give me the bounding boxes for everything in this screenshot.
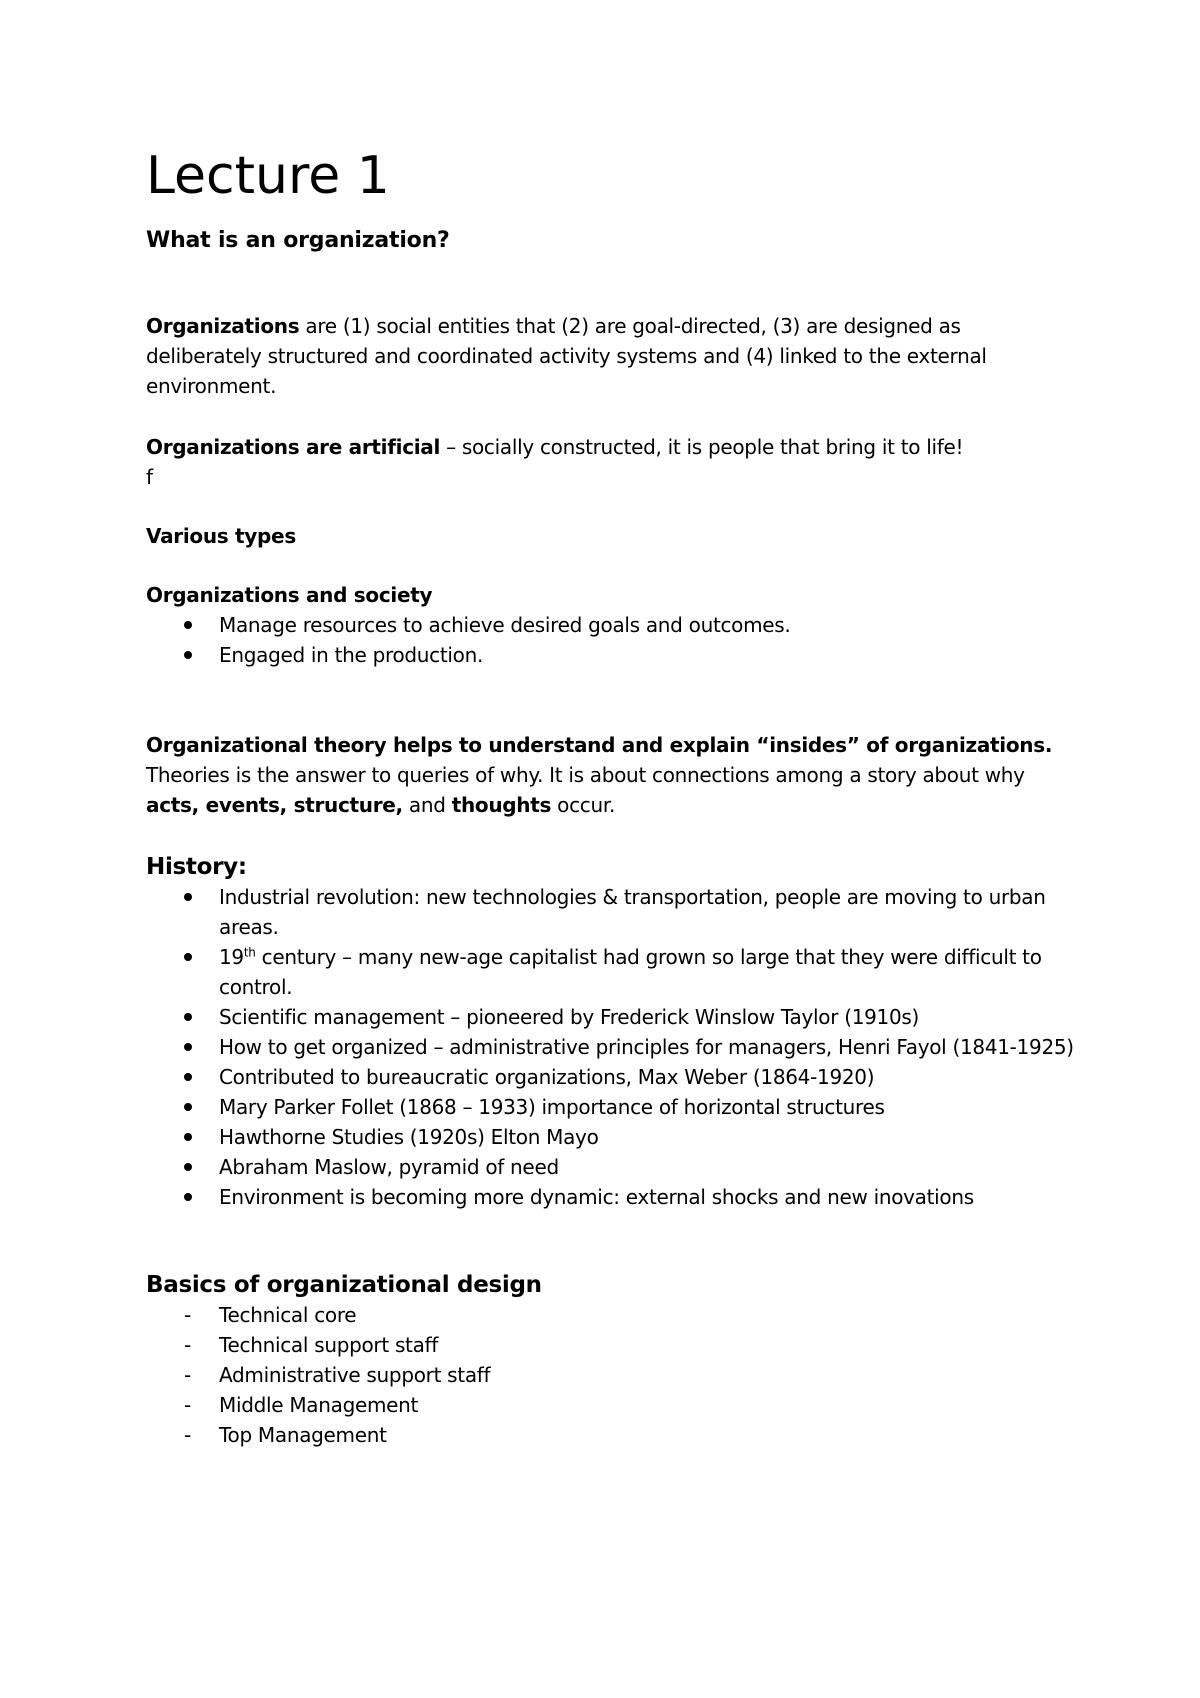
theory-bold-acts: acts, events, structure, <box>146 793 403 817</box>
page-title: Lecture 1 <box>146 146 390 206</box>
artificial-text: – socially constructed, it is people that bring it to life! <box>440 435 964 459</box>
list-item: Engaged in the production. <box>146 640 1076 670</box>
theory-occur: occur. <box>551 793 616 817</box>
list-item: Environment is becoming more dynamic: external shocks and new inovations <box>146 1182 1076 1212</box>
theory-bold-thoughts: thoughts <box>451 793 552 817</box>
stray-letter: f <box>146 465 153 489</box>
definition-bold: Organizations <box>146 314 300 338</box>
theory-paragraph <box>146 730 1076 820</box>
item2-number: 19 <box>219 945 244 969</box>
history-list <box>146 882 1076 1212</box>
artificial-paragraph <box>146 432 1076 492</box>
list-item <box>146 942 1076 1002</box>
list-item: Mary Parker Follet (1868 – 1933) importance of horizontal structures <box>146 1092 1076 1122</box>
list-item: - Technical support staff <box>146 1330 1076 1360</box>
society-section <box>146 580 1076 670</box>
design-heading: Basics of organizational design <box>146 1272 542 1298</box>
what-is-heading: What is an organization? <box>146 228 450 253</box>
list-item: Hawthorne Studies (1920s) Elton Mayo <box>146 1122 1076 1152</box>
item2-superscript: th <box>243 945 256 960</box>
list-item: - Technical core <box>146 1300 1076 1330</box>
artificial-bold: Organizations are artificial <box>146 435 441 459</box>
society-list <box>146 610 1076 670</box>
list-item: - Administrative support staff <box>146 1360 1076 1390</box>
list-item: Manage resources to achieve desired goals and outcomes. <box>146 610 1076 640</box>
definition-text: are (1) social entities that (2) are goal-directed, (3) are designed as deliberately structured and coordinated activity systems and (4) linked to the external environment. <box>146 314 987 398</box>
theory-text: Theories is the answer to queries of why. It is about connections among a story about why <box>146 763 1025 787</box>
design-section <box>146 1270 1076 1450</box>
list-item: - Middle Management <box>146 1390 1076 1420</box>
list-item: Industrial revolution: new technologies & transportation, people are moving to urban areas. <box>146 882 1076 942</box>
list-item: - Top Management <box>146 1420 1076 1450</box>
theory-and: and <box>402 793 452 817</box>
list-item: How to get organized – administrative principles for managers, Henri Fayol (1841-1925) <box>146 1032 1076 1062</box>
definition-paragraph <box>146 311 1076 401</box>
various-types <box>146 521 1076 551</box>
various-types-label: Various types <box>146 524 296 548</box>
list-item: Abraham Maslow, pyramid of need <box>146 1152 1076 1182</box>
list-item: Contributed to bureaucratic organizations, Max Weber (1864-1920) <box>146 1062 1076 1092</box>
item2-text: century – many new-age capitalist had grown so large that they were difficult to control. <box>219 945 1042 999</box>
section-what-is <box>146 226 1076 256</box>
design-list <box>146 1300 1076 1450</box>
society-heading: Organizations and society <box>146 583 433 607</box>
theory-bold-line: Organizational theory helps to understand and explain “insides” of organizations. <box>146 733 1053 757</box>
list-item: Scientific management – pioneered by Frederick Winslow Taylor (1910s) <box>146 1002 1076 1032</box>
history-heading: History: <box>146 854 247 880</box>
history-section <box>146 852 1076 1212</box>
